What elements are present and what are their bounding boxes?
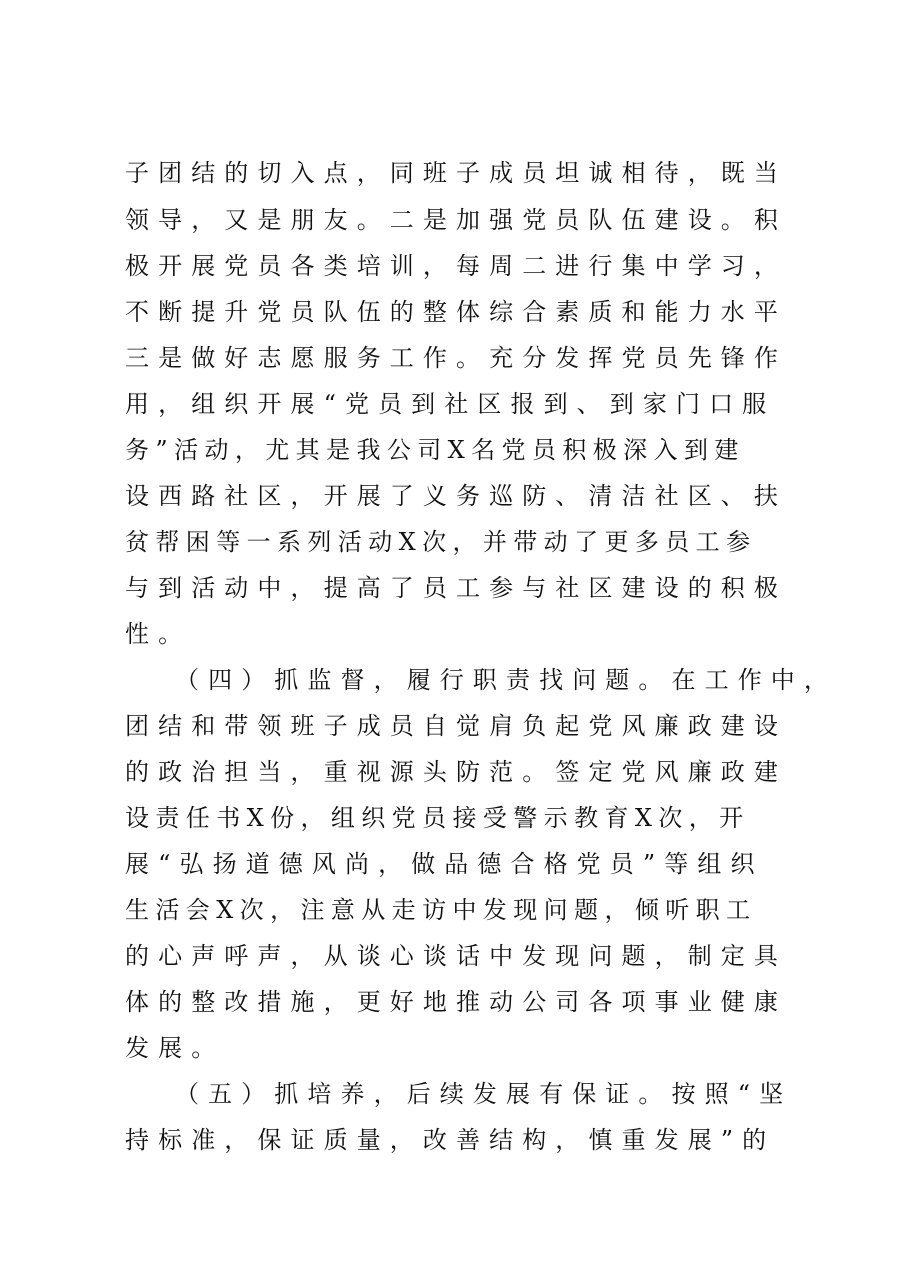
text-line-1: 子团结的切入点，同班子成员坦诚相待，既当 [125,159,787,187]
text-line-21: （五）抓培养，后续发展有保证。按照“坚 [175,1080,793,1108]
text-line-2: 领导，又是朋友。二是加强党员队伍建设。积 [125,206,787,234]
text-line-11: 性。 [125,620,192,648]
text-line-6: 用，组织开展“党员到社区报到、到家门口服 [125,390,776,418]
text-line-8: 设西路社区，开展了义务巡防、清洁社区、扶 [125,482,787,510]
text-line-4: 不断提升党员队伍的整体综合素质和能力水平 [125,298,787,326]
text-line-19: 体的整改措施，更好地推动公司各项事业健康 [125,988,787,1016]
text-line-13: 团结和带领班子成员自觉肩负起党风廉政建设 [125,712,787,740]
text-line-15: 设责任书X份，组织党员接受警示教育X次，开 [125,804,750,832]
text-line-17: 生活会X次，注意从走访中发现问题，倾听职工 [125,896,757,924]
text-line-20: 发展。 [125,1034,225,1062]
text-line-10: 与到活动中，提高了员工参与社区建设的积极 [125,574,787,602]
text-line-5: 三是做好志愿服务工作。充分发挥党员先锋作 [125,344,787,372]
text-line-14: 的政治担当，重视源头防范。签定党风廉政建 [125,758,787,786]
text-line-9: 贫帮困等一系列活动X次，并带动了更多员工参 [125,528,757,556]
text-line-3: 极开展党员各类培训，每周二进行集中学习， [125,252,787,280]
text-line-22: 持标准，保证质量，改善结构，慎重发展”的 [125,1126,776,1154]
text-line-16: 展“弘扬道德风尚，做品德合格党员”等组织 [125,850,764,878]
text-line-12: （四）抓监督，履行职责找问题。在工作中， [175,666,837,694]
text-line-7: 务”活动，尤其是我公司X名党员积极深入到建 [125,436,745,464]
text-line-18: 的心声呼声，从谈心谈话中发现问题，制定具 [125,942,787,970]
